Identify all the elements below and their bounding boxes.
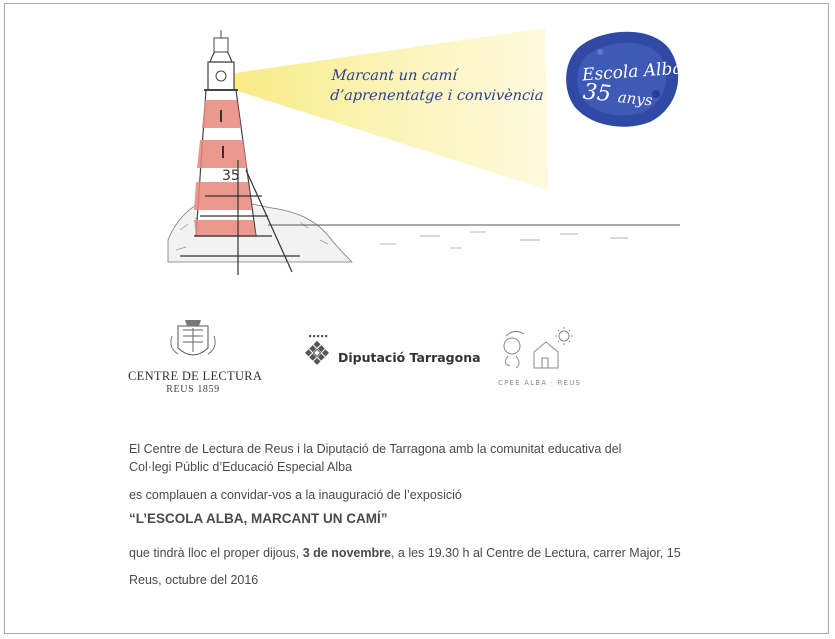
invitation-line-1: El Centre de Lectura de Reus i la Diputació de Tarragona amb la comunitat educativa del: [129, 442, 622, 456]
centre-lectura-name: CENTRE DE LECTURA: [128, 369, 263, 383]
event-details-before: que tindrà lloc el proper dijous,: [129, 546, 303, 560]
slogan-line-1: Marcant un camí: [331, 68, 458, 84]
lighthouse-illustration: [0, 0, 835, 300]
diputacio-name: Diputació Tarragona: [338, 350, 481, 365]
invitation-line-2: Col·legi Públic d’Educació Especial Alba: [129, 460, 353, 474]
diputacio-emblem-icon: [302, 335, 338, 371]
slogan: [330, 66, 546, 106]
cpee-logo: [494, 326, 584, 387]
tower-number: 35: [222, 168, 240, 184]
slogan-line-2: d’aprenentatge i convivència: [329, 88, 545, 104]
event-details: [129, 544, 681, 562]
light-beam: [228, 28, 548, 190]
badge-years-word: anys: [616, 88, 654, 110]
invitation-line-3: es complauen a convidar-vos a la inauguració de l’exposició: [129, 488, 462, 502]
cpee-emblem-icon: [494, 326, 578, 370]
event-date: 3 de novembre: [302, 546, 391, 560]
cpee-name: CPEE ALBA · REUS: [498, 379, 582, 387]
exhibition-title: “L’ESCOLA ALBA, MARCANT UN CAMÍ”: [129, 511, 388, 526]
badge-years-number: 35: [581, 79, 613, 108]
coat-of-arms-icon: [128, 318, 258, 364]
place-and-date: Reus, octubre del 2016: [129, 573, 259, 587]
badge-name: Escola Alba: [581, 58, 684, 86]
centre-lectura-sub: REUS 1859: [166, 384, 220, 395]
event-details-after: , a les 19.30 h al Centre de Lectura, carrer Major, 15: [390, 546, 681, 560]
centre-lectura-logo: [128, 318, 263, 395]
